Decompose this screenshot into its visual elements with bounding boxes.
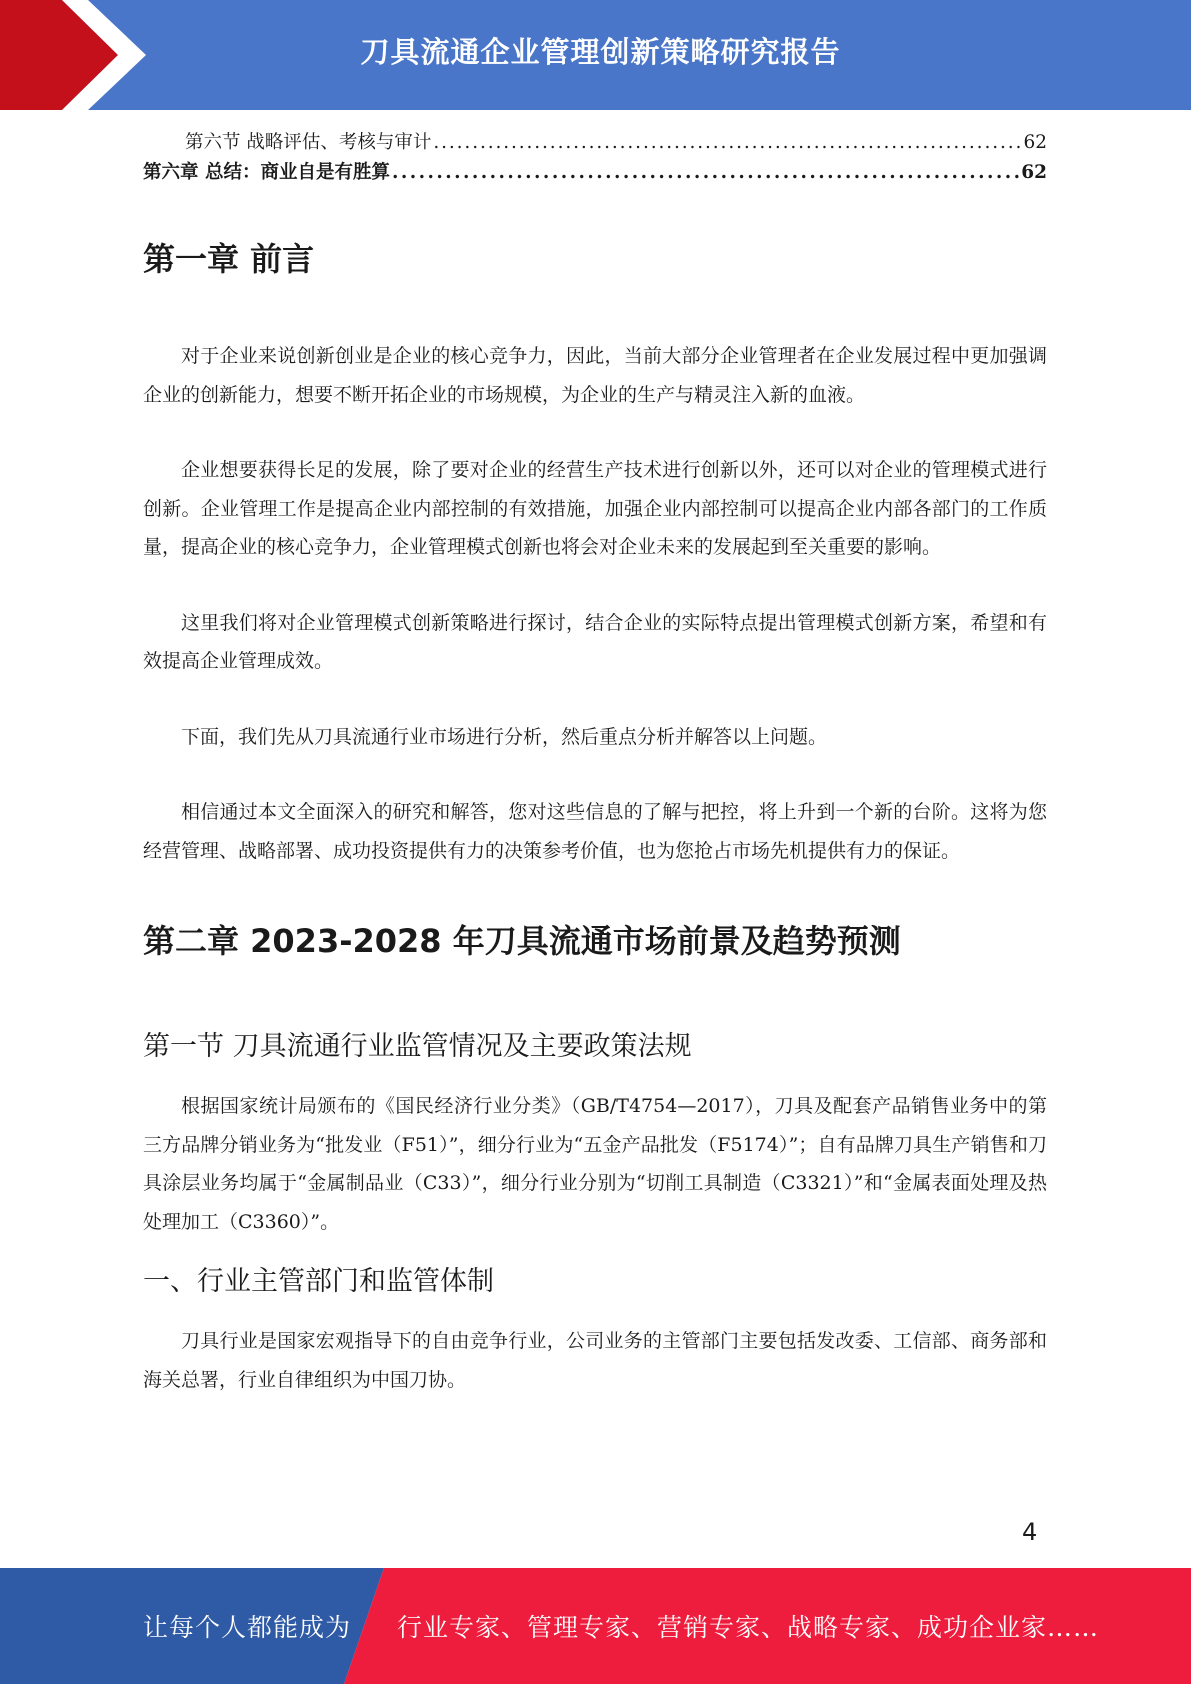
toc-entry[interactable] [143,128,1047,158]
paragraph: 企业想要获得长足的发展，除了要对企业的经营生产技术进行创新以外，还可以对企业的管理模式进行创新。企业管理工作是提高企业内部控制的有效措施，加强企业内部控制可以提高企业内部各部门的工作质量，提高企业的核心竞争力，企业管理模式创新也将会对企业未来的发展起到至关重要的影响。 [143,459,1047,558]
toc-entry-page: 62 [1021,162,1047,183]
report-title: 刀具流通企业管理创新策略研究报告 [360,35,841,69]
chapter-2-heading: 第二章 2023-2028 年刀具流通市场前景及趋势预测 [143,922,901,960]
footer-slogan-right: 行业专家、管理专家、营销专家、战略专家、成功企业家…… [397,1613,1100,1642]
toc-entry-title: 第六章 总结：商业自是有胜算 [143,162,390,183]
toc-entry[interactable] [143,158,1047,188]
paragraph: 相信通过本文全面深入的研究和解答，您对这些信息的了解与把控，将上升到一个新的台阶。这将为您经营管理、战略部署、成功投资提供有力的决策参考价值，也为您抢占市场先机提供有力的保证。 [143,801,1047,862]
paragraph: 下面，我们先从刀具流通行业市场进行分析，然后重点分析并解答以上问题。 [181,725,828,748]
toc-leader-dots [433,132,1021,153]
page-header [0,0,1191,110]
section-1-heading: 第一节 刀具流通行业监管情况及主要政策法规 [143,1031,692,1062]
paragraph: 对于企业来说创新创业是企业的核心竞争力，因此，当前大部分企业管理者在企业发展过程中更加强调企业的创新能力，想要不断开拓企业的市场规模，为企业的生产与精灵注入新的血液。 [143,345,1047,406]
page-footer [0,1568,1191,1684]
paragraph: 这里我们将对企业管理模式创新策略进行探讨，结合企业的实际特点提出管理模式创新方案，希望和有效提高企业管理成效。 [143,611,1047,672]
toc-entry-page: 62 [1023,132,1047,153]
paragraph: 根据国家统计局颁布的《国民经济行业分类》（GB/T4754—2017），刀具及配套产品销售业务中的第三方品牌分销业务为“批发业（F51）”，细分行业为“五金产品批发（F5174）”；自有品牌刀具生产销售和刀具涂层业务均属于“金属制品业（C33）”，细分行业分别为“切削工具制造（C3321）”和“金属表面处理及热处理加工（C3360）”。 [143,1095,1047,1233]
paragraph: 刀具行业是国家宏观指导下的自由竞争行业，公司业务的主管部门主要包括发改委、工信部、商务部和海关总署，行业自律组织为中国刀协。 [143,1330,1047,1391]
page-number: 4 [1022,1518,1038,1546]
page-content [143,120,1047,1399]
toc-leader-dots [392,162,1019,183]
chapter-1-heading: 第一章 前言 [143,240,315,278]
subsection-1-heading: 一、行业主管部门和监管体制 [143,1266,494,1297]
footer-slogan-left: 让每个人都能成为 [143,1613,352,1642]
toc-entry-title: 第六节 战略评估、考核与审计 [185,132,432,153]
